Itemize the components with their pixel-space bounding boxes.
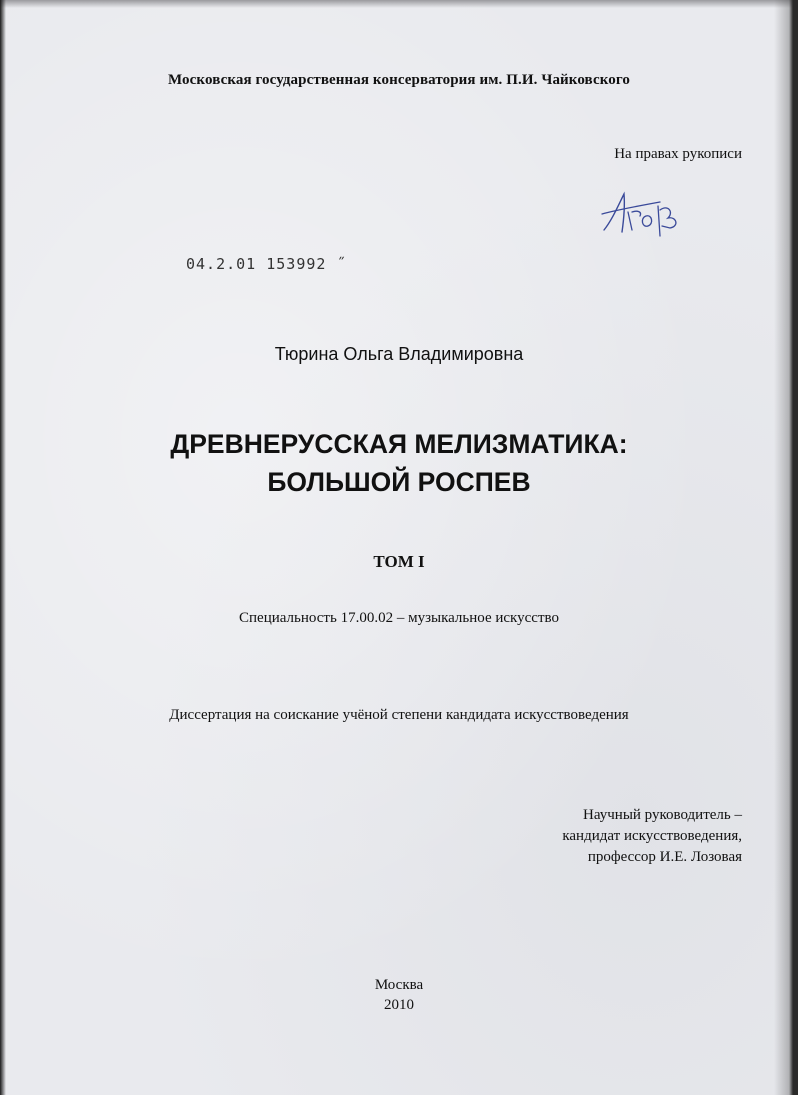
supervisor-line-3: профессор И.Е. Лозовая	[587, 849, 742, 865]
scan-edge-left	[0, 0, 6, 1095]
specialty-code: Специальность 17.00.02 – музыкальное искусство	[239, 610, 559, 626]
manuscript-rights-note: На правах рукописи	[614, 146, 742, 162]
supervisor-line-2: кандидат искусствоведения,	[562, 828, 742, 844]
volume-label: ТОМ I	[373, 552, 425, 571]
year: 2010	[384, 997, 414, 1013]
dissertation-title	[0, 425, 798, 501]
title-line-2: БОЛЬШОЙ РОСПЕВ	[267, 467, 531, 497]
title-line-1: ДРЕВНЕРУССКАЯ МЕЛИЗМАТИКА:	[170, 429, 628, 459]
supervisor-line-1: Научный руководитель –	[583, 807, 742, 823]
city-and-year	[0, 975, 798, 1015]
handwritten-signature	[598, 186, 690, 242]
scan-edge-right	[774, 0, 798, 1095]
city: Москва	[374, 977, 424, 993]
scan-edge-top	[0, 0, 798, 8]
archive-stamp-number: 04.2.01 153992 ˝	[186, 255, 347, 273]
institution-name: Московская государственная консерватория им. П.И. Чайковского	[168, 72, 630, 88]
dissertation-degree-note: Диссертация на соискание учёной степени кандидата искусствоведения	[169, 707, 629, 723]
author-name: Тюрина Ольга Владимировна	[274, 344, 524, 364]
scientific-supervisor	[562, 805, 742, 868]
